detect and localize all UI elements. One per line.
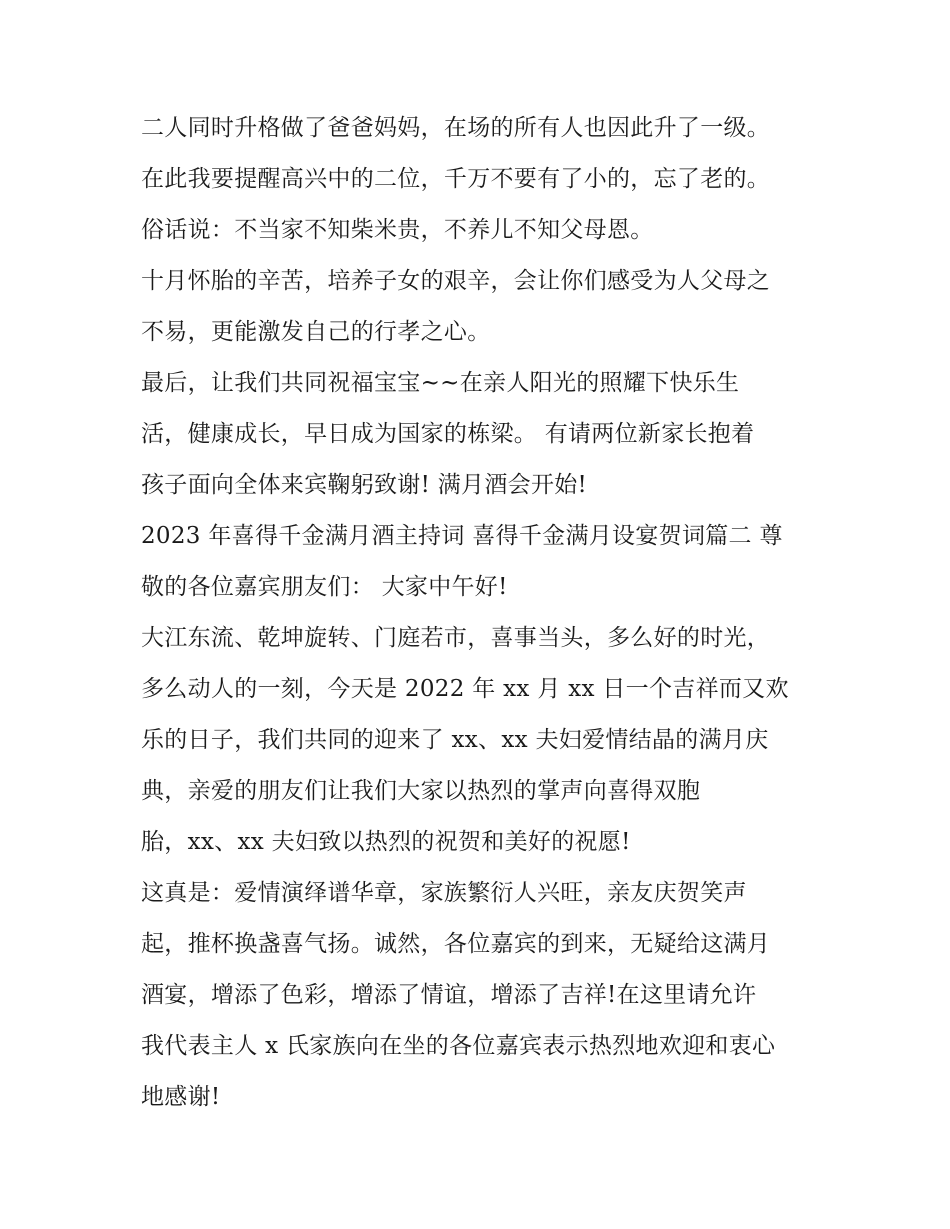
text-line: 在此我要提醒高兴中的二位，千万不要有了小的，忘了老的。 xyxy=(141,166,771,192)
text-line: 典，亲爱的朋友们让我们大家以热烈的掌声向喜得双胞 xyxy=(141,778,701,804)
text-line: 胎，xx、xx 夫妇致以热烈的祝贺和美好的祝愿! xyxy=(141,829,631,855)
text-line: 地感谢! xyxy=(141,1084,221,1110)
text-line: 敬的各位嘉宾朋友们： 大家中午好! xyxy=(141,574,508,600)
text-line: 活，健康成长，早日成为国家的栋梁。 有请两位新家长抱着 xyxy=(141,421,755,447)
text-line: 十月怀胎的辛苦，培养子女的艰辛，会让你们感受为人父母之 xyxy=(141,268,771,294)
text-line: 不易，更能激发自己的行孝之心。 xyxy=(141,319,491,345)
text-line: 起，推杯换盏喜气扬。诚然，各位嘉宾的到来，无疑给这满月 xyxy=(141,931,771,957)
text-line: 乐的日子，我们共同的迎来了 xx、xx 夫妇爱情结晶的满月庆 xyxy=(141,727,769,753)
text-line: 我代表主人 x 氏家族向在坐的各位嘉宾表示热烈地欢迎和衷心 xyxy=(141,1033,776,1059)
text-line: 2023 年喜得千金满月酒主持词 喜得千金满月设宴贺词篇二 尊 xyxy=(141,523,783,549)
text-line: 二人同时升格做了爸爸妈妈，在场的所有人也因此升了一级。 xyxy=(141,115,771,141)
text-line: 大江东流、乾坤旋转、门庭若市，喜事当头，多么好的时光， xyxy=(141,625,771,651)
text-line: 孩子面向全体来宾鞠躬致谢! 满月酒会开始! xyxy=(141,472,588,498)
text-line: 最后，让我们共同祝福宝宝~~在亲人阳光的照耀下快乐生 xyxy=(141,370,740,396)
text-line: 这真是：爱情演绎谱华章，家族繁衍人兴旺，亲友庆贺笑声 xyxy=(141,880,747,906)
text-line: 俗话说：不当家不知柴米贵，不养儿不知父母恩。 xyxy=(141,217,654,243)
text-line: 多么动人的一刻，今天是 2022 年 xx 月 xx 日一个吉祥而又欢 xyxy=(141,676,789,702)
text-line: 酒宴，增添了色彩，增添了情谊，增添了吉祥!在这里请允许 xyxy=(141,982,757,1008)
